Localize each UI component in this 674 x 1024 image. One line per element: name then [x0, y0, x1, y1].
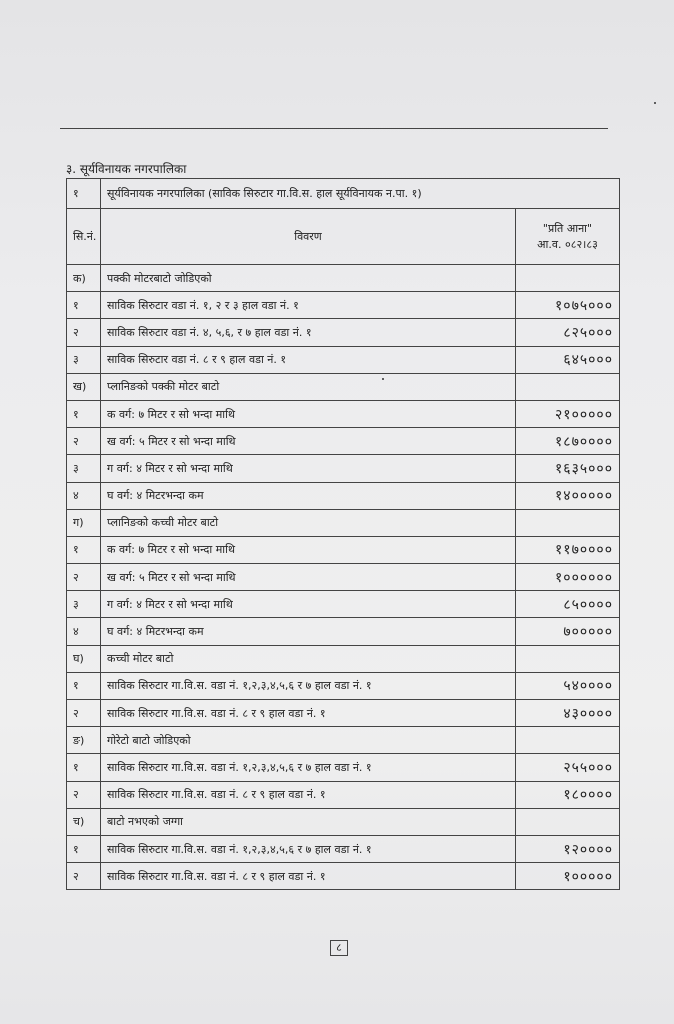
- table-row: [67, 536, 620, 563]
- table-row: [67, 700, 620, 727]
- row-description: गोरेटो बाटो जोडिएको: [101, 727, 516, 754]
- category-row: [67, 645, 620, 672]
- header-rate-line1: "प्रति आना": [542, 221, 593, 235]
- row-description: साविक सिरुटार गा.वि.स. वडा नं. ८ र ९ हाल वडा नं. १: [101, 863, 516, 890]
- header-row: [67, 209, 620, 265]
- row-description: ख वर्ग: ५ मिटर र सो भन्दा माथि: [101, 564, 516, 591]
- row-description: साविक सिरुटार गा.वि.स. वडा नं. ८ र ९ हाल वडा नं. १: [101, 700, 516, 727]
- table-row: [67, 400, 620, 427]
- row-rate: ५४००००: [515, 672, 619, 699]
- row-description: बाटो नभएको जग्गा: [101, 808, 516, 835]
- row-rate: १६३५०००: [515, 455, 619, 482]
- row-rate: ४३००००: [515, 700, 619, 727]
- row-rate: [515, 727, 619, 754]
- table-row: [67, 455, 620, 482]
- row-sn: १: [67, 536, 101, 563]
- row-rate: १०७५०००: [515, 292, 619, 319]
- row-sn: १: [67, 672, 101, 699]
- table-row: [67, 781, 620, 808]
- row-description: साविक सिरुटार वडा नं. ४, ५,६, र ७ हाल वडा नं. १: [101, 319, 516, 346]
- row-rate: [515, 645, 619, 672]
- table-row: [67, 863, 620, 890]
- row-rate: ८२५०००: [515, 319, 619, 346]
- row-sn: १: [67, 835, 101, 862]
- row-sn: ३: [67, 346, 101, 373]
- row-description: घ वर्ग: ४ मिटरभन्दा कम: [101, 482, 516, 509]
- category-row: [67, 727, 620, 754]
- row-sn: १: [67, 292, 101, 319]
- paper-speck: [382, 378, 384, 380]
- row-sn: ङ): [67, 727, 101, 754]
- table-row: [67, 319, 620, 346]
- category-row: [67, 509, 620, 536]
- table-row: [67, 292, 620, 319]
- row-description: साविक सिरुटार गा.वि.स. वडा नं. ८ र ९ हाल वडा नं. १: [101, 781, 516, 808]
- row-sn: २: [67, 564, 101, 591]
- row-sn: २: [67, 781, 101, 808]
- row-sn: च): [67, 808, 101, 835]
- row-description: ग वर्ग: ४ मिटर र सो भन्दा माथि: [101, 591, 516, 618]
- row-sn: घ): [67, 645, 101, 672]
- row-description: प्लानिङको पक्की मोटर बाटो: [101, 373, 516, 400]
- table-row: [67, 591, 620, 618]
- table-row: [67, 618, 620, 645]
- row-description: साविक सिरुटार गा.वि.स. वडा नं. १,२,३,४,५,६ र ७ हाल वडा नं. १: [101, 835, 516, 862]
- municipality-row: [67, 179, 620, 209]
- rate-table: [66, 178, 620, 890]
- header-rate-line2: आ.व. ०८२।८३: [537, 237, 598, 251]
- header-sn: सि.नं.: [67, 209, 101, 265]
- row-sn: २: [67, 319, 101, 346]
- row-description: ग वर्ग: ४ मिटर र सो भन्दा माथि: [101, 455, 516, 482]
- row-description: साविक सिरुटार गा.वि.स. वडा नं. १,२,३,४,५,६ र ७ हाल वडा नं. १: [101, 672, 516, 699]
- row-rate: १००००००: [515, 564, 619, 591]
- category-row: [67, 265, 620, 292]
- row-rate: ११७००००: [515, 536, 619, 563]
- row-sn: क): [67, 265, 101, 292]
- category-row: [67, 808, 620, 835]
- section-title: ३. सूर्यविनायक नगरपालिका: [66, 162, 187, 176]
- row-rate: [515, 265, 619, 292]
- row-rate: २१०००००: [515, 400, 619, 427]
- municipality-sn: १: [67, 179, 101, 209]
- header-description: विवरण: [101, 209, 516, 265]
- row-sn: ३: [67, 591, 101, 618]
- row-sn: १: [67, 754, 101, 781]
- top-rule: [60, 128, 608, 129]
- page-number: ८: [330, 940, 348, 956]
- row-rate: [515, 509, 619, 536]
- row-sn: २: [67, 700, 101, 727]
- row-rate: ७०००००: [515, 618, 619, 645]
- row-rate: १०००००: [515, 863, 619, 890]
- row-rate: [515, 808, 619, 835]
- table-row: [67, 482, 620, 509]
- row-sn: ख): [67, 373, 101, 400]
- table-row: [67, 672, 620, 699]
- row-rate: ६४५०००: [515, 346, 619, 373]
- row-sn: २: [67, 863, 101, 890]
- row-sn: २: [67, 428, 101, 455]
- table-row: [67, 428, 620, 455]
- row-rate: १२००००: [515, 835, 619, 862]
- row-sn: ४: [67, 482, 101, 509]
- row-rate: ८५००००: [515, 591, 619, 618]
- table-row: [67, 754, 620, 781]
- row-sn: ग): [67, 509, 101, 536]
- row-description: साविक सिरुटार वडा नं. ८ र ९ हाल वडा नं. १: [101, 346, 516, 373]
- table-row: [67, 564, 620, 591]
- row-rate: १८७००००: [515, 428, 619, 455]
- row-sn: ४: [67, 618, 101, 645]
- row-description: कच्ची मोटर बाटो: [101, 645, 516, 672]
- rate-table-body: [67, 179, 620, 890]
- row-description: ख वर्ग: ५ मिटर र सो भन्दा माथि: [101, 428, 516, 455]
- row-description: प्लानिङको कच्ची मोटर बाटो: [101, 509, 516, 536]
- table-row: [67, 835, 620, 862]
- row-rate: १८००००: [515, 781, 619, 808]
- row-rate: २५५०००: [515, 754, 619, 781]
- row-description: पक्की मोटरबाटो जोडिएको: [101, 265, 516, 292]
- row-description: घ वर्ग: ४ मिटरभन्दा कम: [101, 618, 516, 645]
- row-description: साविक सिरुटार वडा नं. १, २ र ३ हाल वडा नं. १: [101, 292, 516, 319]
- row-description: साविक सिरुटार गा.वि.स. वडा नं. १,२,३,४,५,६ र ७ हाल वडा नं. १: [101, 754, 516, 781]
- row-sn: ३: [67, 455, 101, 482]
- row-sn: १: [67, 400, 101, 427]
- table-row: [67, 346, 620, 373]
- category-row: [67, 373, 620, 400]
- paper-speck: [654, 102, 656, 104]
- row-rate: १४०००००: [515, 482, 619, 509]
- row-description: क वर्ग: ७ मिटर र सो भन्दा माथि: [101, 400, 516, 427]
- row-rate: [515, 373, 619, 400]
- header-rate: [515, 209, 619, 265]
- row-description: क वर्ग: ७ मिटर र सो भन्दा माथि: [101, 536, 516, 563]
- municipality-text: सूर्यविनायक नगरपालिका (साविक सिरुटार गा.वि.स. हाल सूर्यविनायक न.पा. १): [101, 179, 620, 209]
